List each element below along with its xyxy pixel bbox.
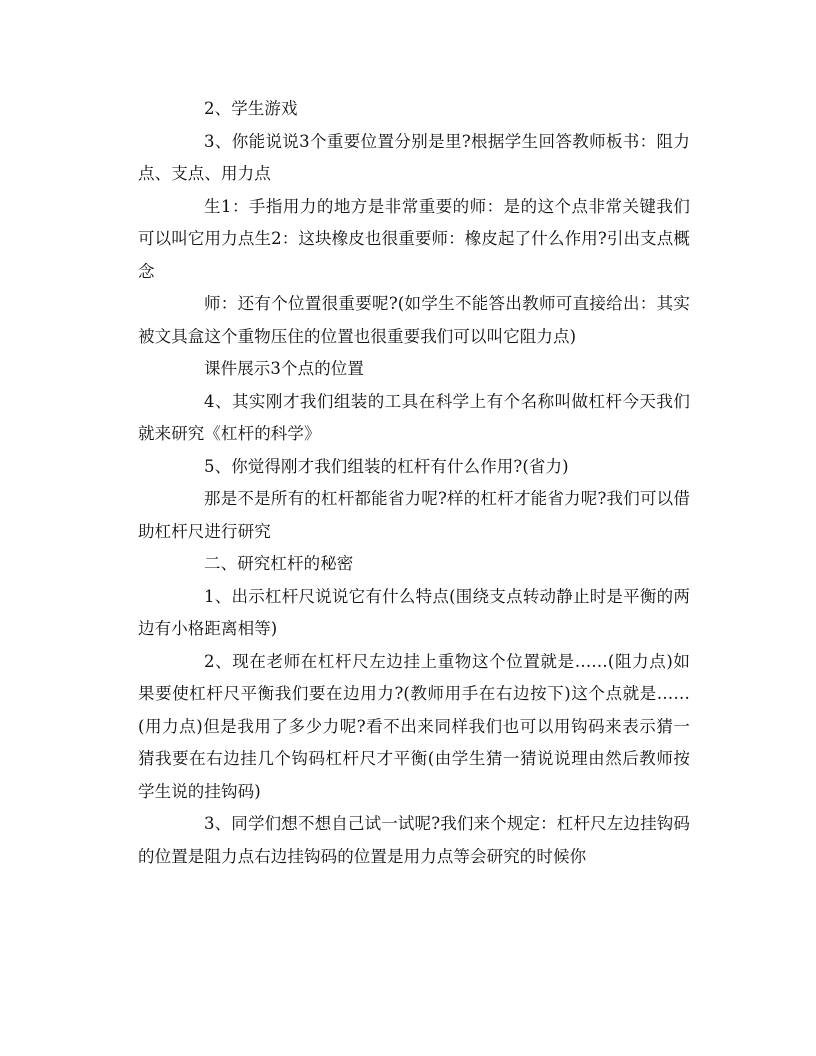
paragraph: 2、现在老师在杠杆尺左边挂上重物这个位置就是……(阻力点)如果要使杠杆尺平衡我们要在边用力?(教师用手在右边按下)这个点就是……(用力点)但是我用了多少力呢?看不出来同样我们也可以用钩码来表示猜一猜我要在右边挂几个钩码杠杆尺才平衡(由学生猜一猜说说理由然后教师按学生说的挂钩码): [138, 651, 690, 801]
paragraph: 生1：手指用力的地方是非常重要的师：是的这个点非常关键我们可以叫它用力点生2：这块橡皮也很重要师：橡皮起了什么作用?引出支点概念: [138, 196, 690, 281]
paragraph: 那是不是所有的杠杆都能省力呢?样的杠杆才能省力呢?我们可以借助杠杆尺进行研究: [138, 489, 690, 541]
paragraph: 4、其实刚才我们组装的工具在科学上有个名称叫做杠杆今天我们就来研究《杠杆的科学》: [138, 391, 690, 443]
paragraph: 师：还有个位置很重要呢?(如学生不能答出教师可直接给出：其实被文具盒这个重物压住的位置也很重要我们可以叫它阻力点): [138, 294, 690, 346]
paragraph: 课件展示3个点的位置: [204, 359, 364, 378]
document-body: [138, 93, 690, 873]
section-heading: 二、研究杠杆的秘密: [204, 554, 354, 573]
paragraph: 5、你觉得刚才我们组装的杠杆有什么作用?(省力): [204, 456, 569, 476]
paragraph: 2、学生游戏: [204, 99, 298, 118]
paragraph: 3、你能说说3个重要位置分别是里?根据学生回答教师板书：阻力点、支点、用力点: [138, 131, 690, 183]
paragraph: 1、出示杠杆尺说说它有什么特点(围绕支点转动静止时是平衡的两边有小格距离相等): [138, 586, 690, 638]
paragraph: 3、同学们想不想自己试一试呢?我们来个规定：杠杆尺左边挂钩码的位置是阻力点右边挂钩码的位置是用力点等会研究的时候你: [138, 814, 690, 866]
